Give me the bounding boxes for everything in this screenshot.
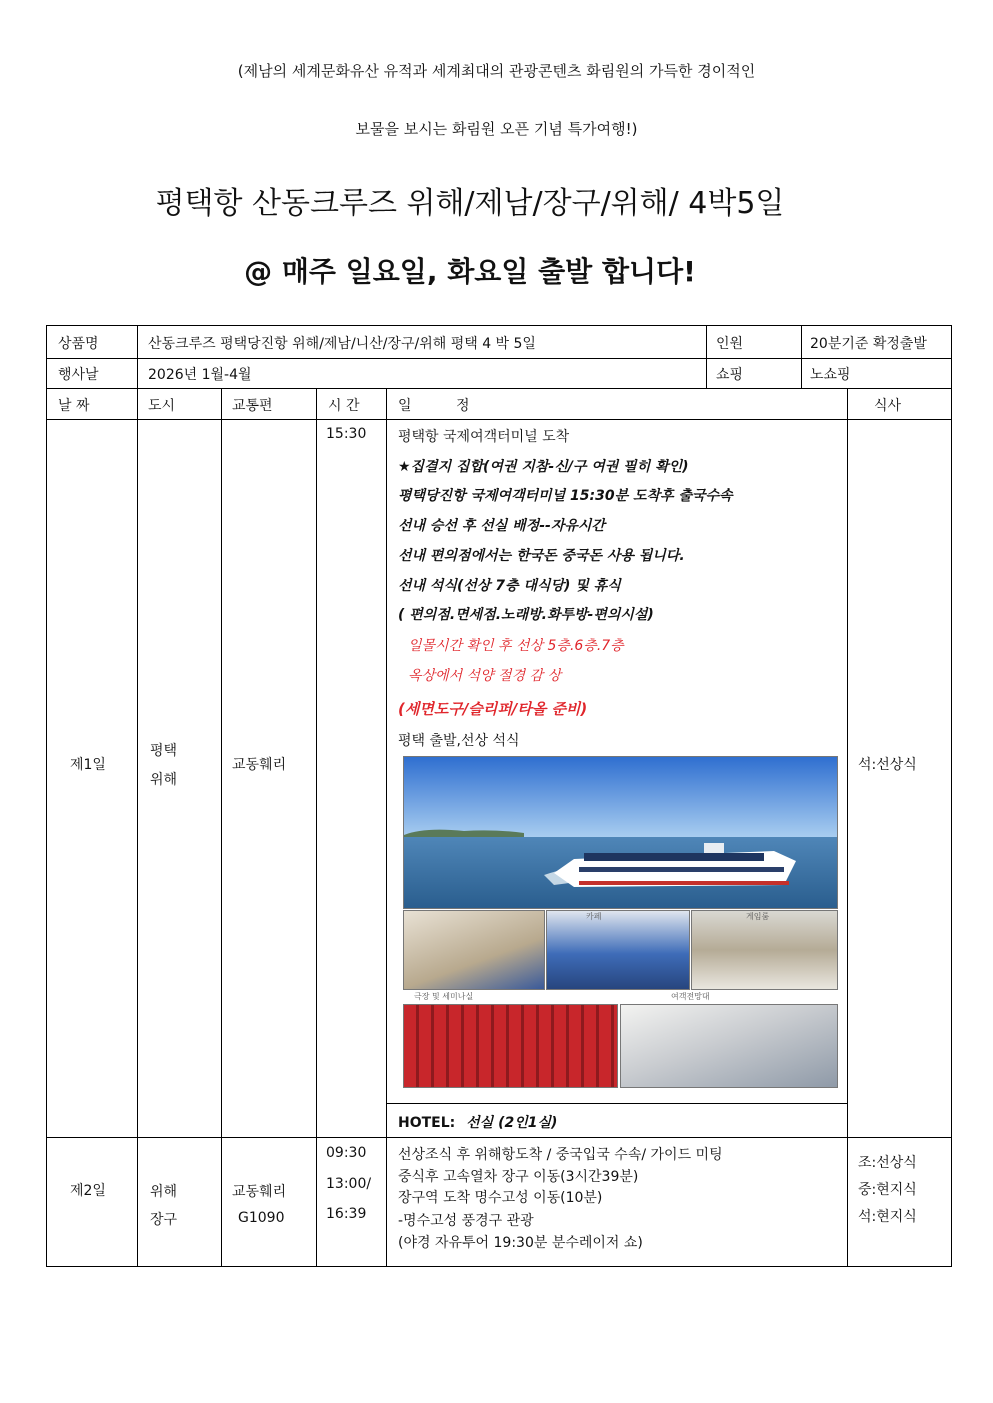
hotel-value: 선실 (2인1실) bbox=[466, 1115, 558, 1131]
day2-line-3: 장구역 도착 명수고성 이동(10분) bbox=[398, 1190, 603, 1206]
day1-line-10: (세면도구/슬리퍼/타올 준비) bbox=[398, 700, 588, 718]
departure-notice: @ 매주 일요일, 화요일 출발 합니다! bbox=[244, 255, 696, 288]
date-value: 2026년 1월-4월 bbox=[148, 367, 252, 383]
day1-line-1: 평택항 국제여객터미널 도착 bbox=[398, 429, 570, 445]
day1-line-5: 선내 편의점에서는 한국돈 중국돈 사용 됩니다. bbox=[398, 548, 685, 564]
day1-line-3: 평택당진항 국제여객터미널 15:30분 도착후 출국수속 bbox=[398, 488, 733, 504]
page-title: 평택항 산동크루즈 위해/제남/장구/위해/ 4박5일 bbox=[155, 186, 785, 221]
day2-time-3: 16:39 bbox=[326, 1206, 367, 1222]
day1-line-2: ★집결지 집합(여권 지참-신/구 여권 필히 확인) bbox=[398, 459, 689, 475]
ferry-photo bbox=[403, 756, 838, 909]
game-room-photo bbox=[691, 910, 838, 990]
day2-meal-breakfast: 조:선상식 bbox=[858, 1155, 917, 1171]
hotel-label: HOTEL: bbox=[398, 1115, 456, 1131]
header-city: 도시 bbox=[148, 398, 176, 414]
day2-line-4: -명수고성 풍경구 관광 bbox=[398, 1213, 534, 1229]
day2-line-5: (야경 자유투어 19:30분 분수레이저 쇼) bbox=[398, 1235, 643, 1251]
people-label: 인원 bbox=[716, 336, 744, 352]
product-value: 산동크루즈 평택당진항 위해/제남/니산/장구/위해 평택 4 박 5일 bbox=[148, 336, 536, 352]
day2-city-1: 위해 bbox=[150, 1184, 178, 1200]
cafe-photo bbox=[403, 910, 545, 990]
day1-transport: 교동훼리 bbox=[232, 757, 287, 773]
observation-deck-photo bbox=[620, 1004, 838, 1088]
intro-line-2: 보물을 보시는 화림원 오픈 기념 특가여행!) bbox=[355, 120, 638, 138]
header-date: 날 짜 bbox=[58, 398, 90, 414]
photo-label-game: 게임룸 bbox=[746, 912, 770, 921]
day2-meal-lunch: 중:현지식 bbox=[858, 1182, 917, 1198]
header-meal: 식사 bbox=[874, 398, 902, 414]
date-label: 행사날 bbox=[58, 367, 99, 383]
photo-label-theater: 극장 및 세미나실 bbox=[414, 992, 474, 1001]
day2-line-2: 중식후 고속열차 장구 이동(3시간39분) bbox=[398, 1169, 639, 1185]
day1-meal: 석:선상식 bbox=[858, 757, 917, 773]
header-time: 시 간 bbox=[328, 398, 360, 414]
photo-label-cafe: 카페 bbox=[586, 912, 602, 921]
day1-city-1: 평택 bbox=[150, 743, 178, 759]
shopping-value: 노쇼핑 bbox=[810, 367, 851, 383]
day2-transport-2: G1090 bbox=[238, 1210, 285, 1226]
day2-time-2: 13:00/ bbox=[326, 1176, 372, 1192]
photo-label-deck: 여객전망대 bbox=[671, 992, 710, 1001]
day1-line-7: ( 편의점.면세점.노래방.화투방-편의시설) bbox=[398, 607, 654, 623]
day2-city-2: 장구 bbox=[150, 1212, 178, 1228]
day1-line-11: 평택 출발,선상 석식 bbox=[398, 733, 520, 749]
day2-time-1: 09:30 bbox=[326, 1145, 367, 1161]
header-transport: 교통편 bbox=[232, 398, 273, 414]
lounge-photo bbox=[546, 910, 690, 990]
people-value: 20분기준 확정출발 bbox=[810, 336, 927, 352]
header-schedule: 일 정 bbox=[398, 398, 470, 414]
product-label: 상품명 bbox=[58, 336, 99, 352]
day1-line-4: 선내 승선 후 선실 배정--자유시간 bbox=[398, 518, 605, 534]
ferry-illustration bbox=[404, 757, 837, 908]
intro-line-1: (제남의 세계문화유산 유적과 세계최대의 관광콘텐츠 화림원의 가득한 경이적인 bbox=[237, 62, 756, 80]
day1-city-2: 위해 bbox=[150, 772, 178, 788]
shopping-label: 쇼핑 bbox=[716, 367, 744, 383]
day1-line-9: 옥상에서 석양 절경 감 상 bbox=[408, 668, 562, 684]
day2-meal-dinner: 석:현지식 bbox=[858, 1209, 917, 1225]
day2-label: 제2일 bbox=[70, 1183, 106, 1199]
day1-line-6: 선내 석식(선상 7층 대식당) 및 휴식 bbox=[398, 578, 621, 594]
day2-transport-1: 교동훼리 bbox=[232, 1184, 287, 1200]
day2-line-1: 선상조식 후 위해항도착 / 중국입국 수속/ 가이드 미팅 bbox=[398, 1147, 723, 1163]
day1-line-8: 일몰시간 확인 후 선상 5층.6층.7층 bbox=[408, 638, 624, 654]
theater-photo bbox=[403, 1004, 618, 1088]
day1-time: 15:30 bbox=[326, 426, 367, 442]
hotel-row bbox=[398, 1112, 557, 1132]
day1-label: 제1일 bbox=[70, 757, 106, 773]
